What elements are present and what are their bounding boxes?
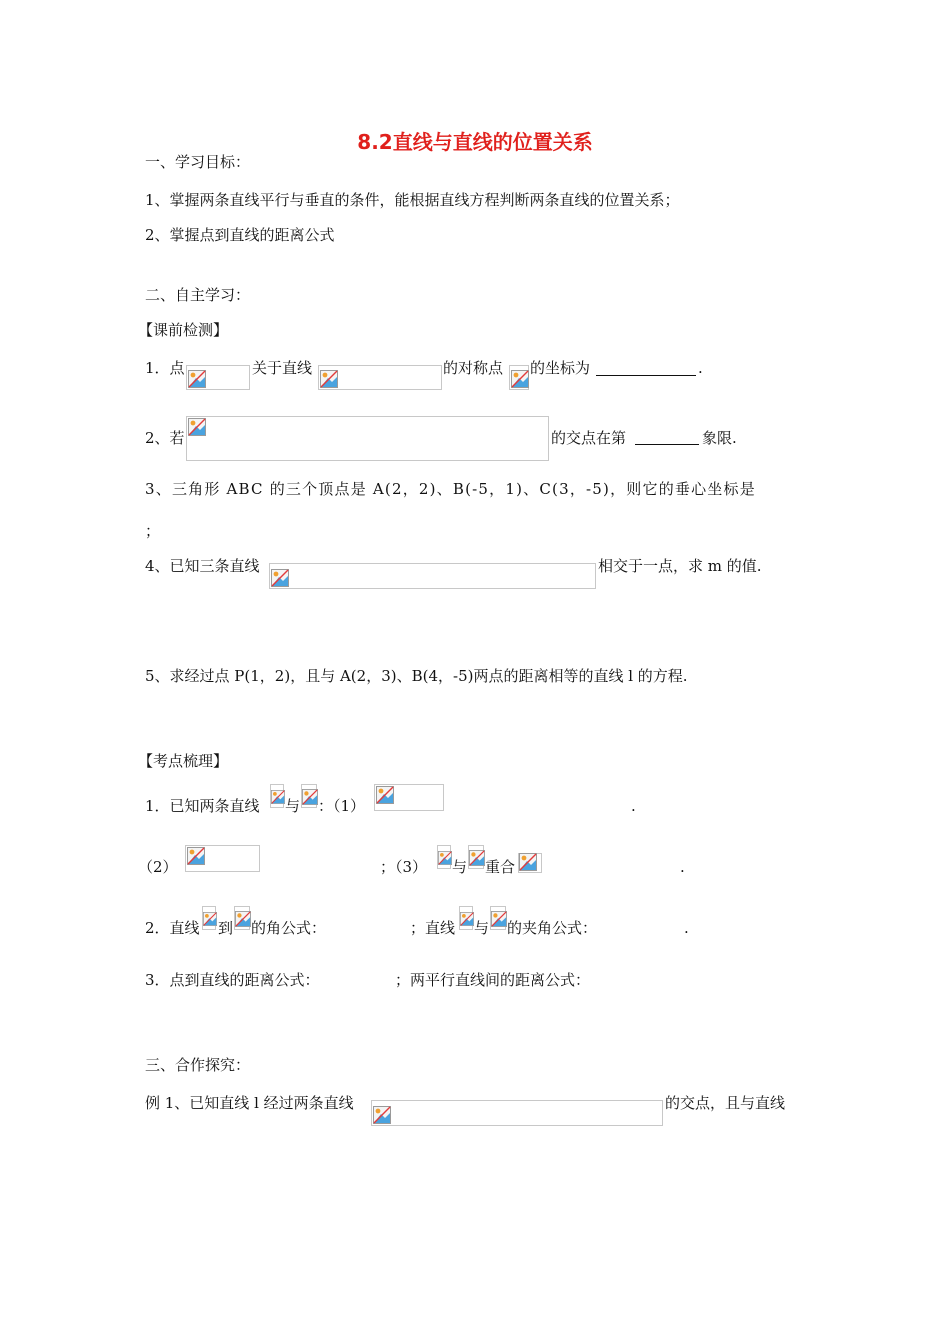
formula-image (437, 845, 451, 869)
formula-image (301, 784, 317, 808)
formula-image (234, 906, 250, 930)
broken-image-icon (491, 910, 507, 928)
broken-image-icon (271, 788, 285, 806)
q2-text-c: 象限. (702, 429, 737, 447)
formula-image (270, 784, 284, 808)
formula-image (269, 563, 596, 589)
goal-2: 2、掌握点到直线的距离公式 (145, 226, 335, 244)
r2-text-d: ；直线 (410, 919, 456, 937)
section3-heading: 三、合作探究： (145, 1056, 251, 1074)
goal-1: 1、掌握两条直线平行与垂直的条件，能根据直线方程判断两条直线的位置关系； (145, 191, 680, 209)
formula-image (202, 906, 216, 930)
r1-text-h: 重合 (485, 858, 516, 876)
r2-text-e: 与 (474, 919, 490, 937)
q1-text-b: 关于直线 (252, 359, 313, 377)
broken-image-icon (320, 370, 338, 388)
broken-image-icon (438, 849, 452, 867)
r1-text-d: . (631, 797, 636, 815)
formula-image (518, 853, 542, 873)
broken-image-icon (519, 853, 537, 871)
broken-image-icon (188, 370, 206, 388)
r1-text-b: 与 (285, 797, 301, 815)
r2-text-g: . (684, 919, 689, 937)
formula-image (459, 906, 473, 930)
q2-text-b: 的交点在第 (551, 429, 627, 447)
precheck-heading: 【课前检测】 (138, 321, 229, 339)
q4-text-b: 相交于一点，求 m 的值. (598, 557, 762, 575)
q1-text-d: 的坐标为 (530, 359, 591, 377)
q3-text: 3、三角形 ABC 的三个顶点是 A(2，2)、B(-5，1)、C(3，-5)，则它的垂心坐标是 (145, 480, 756, 498)
section2-heading: 二、自主学习： (145, 286, 251, 304)
formula-image (371, 1100, 663, 1126)
broken-image-icon (187, 847, 205, 865)
broken-image-icon (188, 418, 206, 436)
r3-text-a: 3．点到直线的距离公式： (145, 971, 320, 989)
section1-heading: 一、学习目标： (145, 153, 251, 171)
r1-text-f: ；（3） (380, 858, 428, 876)
formula-image (374, 784, 444, 811)
formula-image (185, 845, 260, 872)
broken-image-icon (271, 569, 289, 587)
answer-blank (596, 375, 696, 376)
r2-text-f: 的夹角公式： (507, 919, 598, 937)
r2-text-b: 到 (218, 919, 234, 937)
ex1-text-b: 的交点，且与直线 (665, 1094, 786, 1112)
q2-text-a: 2、若 (145, 429, 185, 447)
r1-text-a: 1．已知两条直线 (145, 797, 260, 815)
broken-image-icon (302, 788, 318, 806)
q3-text-cont: ； (145, 522, 161, 540)
broken-image-icon (469, 849, 485, 867)
r2-text-a: 2．直线 (145, 919, 200, 937)
r3-text-b: ；两平行直线间的距离公式： (395, 971, 591, 989)
ex1-text-a: 例 1、已知直线 l 经过两条直线 (145, 1094, 354, 1112)
r1-text-i: . (680, 858, 685, 876)
q1-text-e: . (698, 359, 703, 377)
broken-image-icon (373, 1106, 391, 1124)
r1-text-g: 与 (452, 858, 468, 876)
broken-image-icon (203, 910, 217, 928)
r1-text-c: ：（1） (318, 797, 366, 815)
r1-text-e: （2） (138, 858, 178, 876)
review-heading: 【考点梳理】 (138, 752, 229, 770)
broken-image-icon (376, 786, 394, 804)
formula-image (490, 906, 506, 930)
broken-image-icon (511, 370, 529, 388)
q1-text-a: 1．点 (145, 359, 185, 377)
formula-image (186, 365, 250, 390)
broken-image-icon (460, 910, 474, 928)
q5-text: 5、求经过点 P(1，2)，且与 A(2，3)、B(4，-5)两点的距离相等的直线 l 的方程. (145, 667, 688, 685)
formula-image (318, 365, 442, 390)
page-title: 8.2直线与直线的位置关系 (357, 130, 593, 154)
broken-image-icon (235, 910, 251, 928)
formula-image (468, 845, 484, 869)
r2-text-c: 的角公式： (251, 919, 327, 937)
formula-image (509, 365, 529, 390)
answer-blank (635, 444, 699, 445)
q4-text-a: 4、已知三条直线 (145, 557, 260, 575)
formula-image (186, 416, 549, 461)
q1-text-c: 的对称点 (443, 359, 504, 377)
